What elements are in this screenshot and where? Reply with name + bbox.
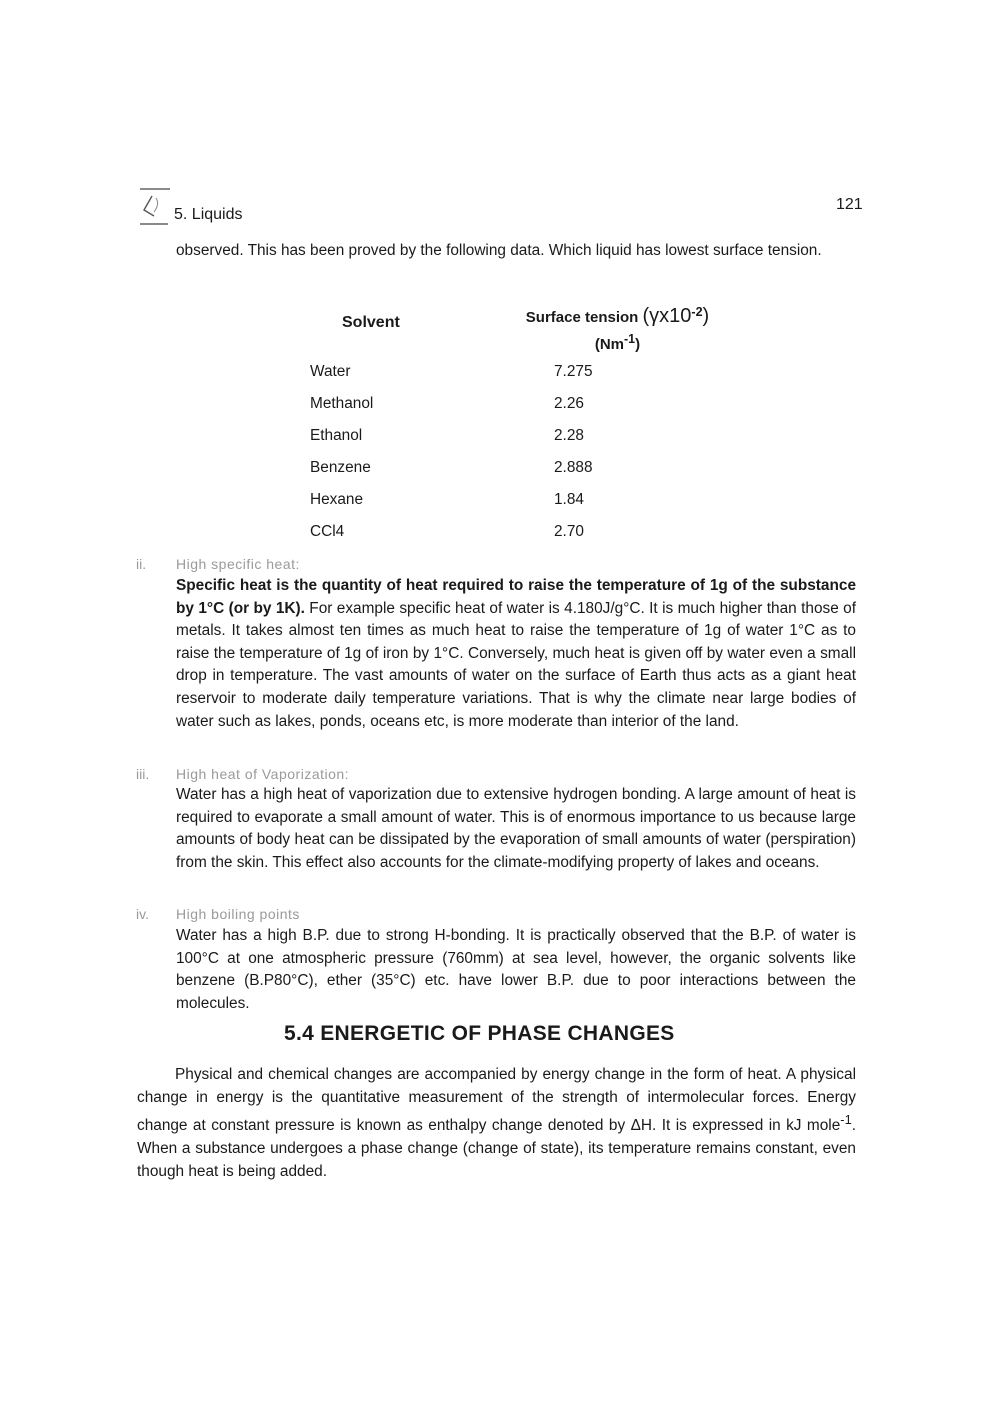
- section-text-part1: Physical and chemical changes are accompanied by energy change in the form of heat. A physical change in energy is the quantitative measurement of the strength of intermolecular forces. Energy change at constant pressure is known as enthalpy change denoted by ΔH. It is expressed in kJ mole: [137, 1066, 856, 1135]
- intro-paragraph: observed. This has been proved by the following data. Which liquid has lowest surface tension.: [176, 242, 822, 259]
- table-header-formula-exp: -2: [691, 305, 703, 319]
- item-body: [176, 575, 856, 733]
- definition-text: Specific heat is the quantity of heat required to raise the temperature of 1g of the substance by 1°C (or by 1K).: [176, 577, 856, 617]
- section-heading: 5.4 ENERGETIC OF PHASE CHANGES: [284, 1022, 675, 1045]
- item-heading: High heat of Vaporization:: [176, 766, 350, 782]
- table-header-solvent: Solvent: [342, 314, 400, 331]
- section-text-exp: -1: [840, 1112, 852, 1128]
- table-row: [310, 523, 730, 547]
- table-header-surface-tension: [510, 305, 725, 353]
- section-paragraph: [137, 1064, 856, 1183]
- table-cell-solvent: Water: [310, 363, 351, 380]
- item-text: For example specific heat of water is 4.180J/g°C. It is much higher than those of metals. It takes almost ten times as much heat to raise the temperature of 1g of water 1°C as to raise the temperature of 1g of iron by 1°C. Conversely, much heat is given off by water even a small drop in temperature. The vast amounts of water on the surface of Earth thus acts as a giant heat reservoir to moderate daily temperature variations. That is why the climate near large bodies of water such as lakes, ponds, oceans etc, is more moderate than interior of the land.: [176, 599, 856, 730]
- table-cell-value: 2.28: [554, 427, 584, 444]
- table-header-surface-tension-label: Surface tension: [525, 309, 639, 326]
- table-cell-value: 1.84: [554, 491, 584, 508]
- table-cell-solvent: Benzene: [310, 459, 371, 476]
- table-row: [310, 395, 730, 419]
- item-body: Water has a high B.P. due to strong H-bonding. It is practically observed that the B.P. of water is 100°C at one atmospheric pressure (760mm) at sea level, however, the organic solvents like benzene (B.P80°C), ether (35°C) etc. have lower B.P. due to poor interactions between the molecules.: [176, 927, 856, 1012]
- page-number: 121: [836, 196, 863, 213]
- chapter-title: 5. Liquids: [174, 206, 243, 223]
- table-row: [310, 491, 730, 515]
- item-heading: High specific heat:: [176, 556, 300, 572]
- table-row: [310, 459, 730, 483]
- table-header-unit: [510, 332, 725, 353]
- table-cell-solvent: Ethanol: [310, 427, 363, 444]
- table-cell-value: 2.888: [554, 459, 593, 476]
- quill-pen-icon: [138, 186, 172, 228]
- table-cell-solvent: Methanol: [310, 395, 374, 412]
- table-row: [310, 363, 730, 387]
- table-header-unit-exp: -1: [624, 332, 636, 346]
- table-cell-value: 2.70: [554, 523, 584, 540]
- item-marker: iv.: [136, 906, 149, 922]
- table-cell-value: 7.275: [554, 363, 593, 380]
- table-header-formula: (γx10: [642, 305, 692, 327]
- table-header-formula-close: ): [702, 305, 710, 327]
- table-header-unit-close: ): [635, 336, 641, 353]
- section-text-part2: . When a substance undergoes a phase change (change of state), its temperature remains constant, even though heat is being added.: [137, 1117, 856, 1180]
- table-cell-solvent: CCl4: [310, 523, 345, 540]
- table-cell-solvent: Hexane: [310, 491, 364, 508]
- table-row: [310, 427, 730, 451]
- table-header-unit-base: (Nm: [594, 336, 625, 353]
- item-heading: High boiling points: [176, 906, 300, 922]
- item-marker: ii.: [136, 556, 147, 572]
- table-cell-value: 2.26: [554, 395, 584, 412]
- item-body: Water has a high heat of vaporization due to extensive hydrogen bonding. A large amount of heat is required to evaporate a small amount of water. This is of enormous importance to us because large amounts of body heat can be dissipated by the evaporation of small amounts of water (perspiration) from the skin. This effect also accounts for the climate-modifying property of lakes and oceans.: [176, 786, 856, 871]
- item-marker: iii.: [136, 766, 150, 782]
